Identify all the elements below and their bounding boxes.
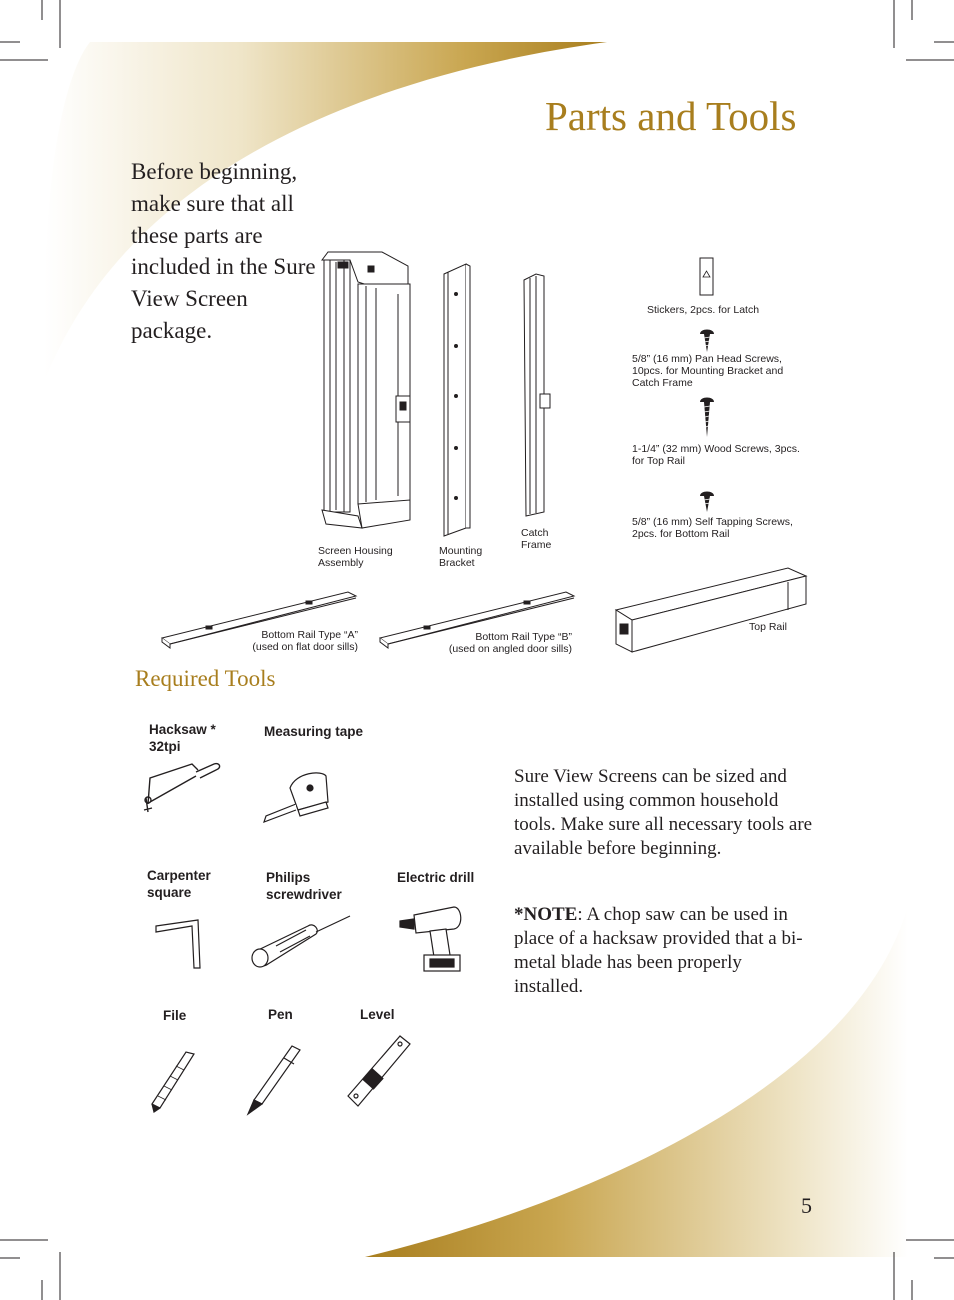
self-tapping-screw-icon <box>699 490 715 514</box>
required-tools-heading: Required Tools <box>135 666 276 691</box>
screwdriver-icon <box>246 912 356 972</box>
mounting-bracket-illustration <box>438 260 478 540</box>
label-pen: Pen <box>268 1007 293 1022</box>
label-stickers: Stickers, 2pcs. for Latch <box>647 304 760 316</box>
label-mounting-bracket: Mounting Bracket <box>439 545 483 569</box>
carpenter-square-icon <box>152 916 212 976</box>
top-rail-illustration <box>612 564 812 654</box>
label-pan-head-screws: 5/8” (16 mm) Pan Head Screws, 10pcs. for Mounting Bracket and Catch Frame <box>632 353 784 389</box>
note-label: *NOTE <box>514 904 578 925</box>
hacksaw-icon <box>138 758 228 818</box>
chop-saw-note <box>514 903 814 999</box>
note-body: : A chop saw can be used in place of a hacksaw provided that a bi-metal blade has been properly installed. <box>514 904 803 997</box>
label-bottom-rail-a: Bottom Rail Type “A” (used on flat door sills) <box>252 629 358 653</box>
label-catch-frame: Catch Frame <box>521 527 552 551</box>
catch-frame-illustration <box>518 272 558 522</box>
screen-housing-illustration <box>318 248 418 528</box>
label-hacksaw: Hacksaw * 32tpi <box>149 722 216 754</box>
label-screwdriver: Philips screwdriver <box>266 870 342 902</box>
page-title: Parts and Tools <box>545 93 797 139</box>
label-bottom-rail-b: Bottom Rail Type “B” (used on angled door sills) <box>448 631 572 655</box>
wood-screw-icon <box>699 396 715 438</box>
sticker-illustration <box>699 257 715 297</box>
label-self-tapping-screws: 5/8” (16 mm) Self Tapping Screws, 2pcs. for Bottom Rail <box>632 516 793 540</box>
label-top-rail: Top Rail <box>749 621 787 633</box>
label-measuring-tape: Measuring tape <box>264 724 364 739</box>
label-wood-screws: 1-1/4” (32 mm) Wood Screws, 3pcs. for Top Rail <box>632 443 800 467</box>
label-carpenter-square: Carpenter square <box>147 868 211 900</box>
pen-icon <box>240 1040 310 1120</box>
intro-text: Before beginning, make sure that all these parts are included in the Sure View Screen package. <box>131 159 316 343</box>
measuring-tape-icon <box>260 766 340 826</box>
label-electric-drill: Electric drill <box>397 870 475 885</box>
page-number: 5 <box>801 1193 812 1218</box>
electric-drill-icon <box>396 903 476 975</box>
label-screen-housing: Screen Housing Assembly <box>318 545 393 569</box>
tools-description: Sure View Screens can be sized and installed using common household tools. Make sure all necessary tools are available before beginning. <box>514 766 813 859</box>
pan-head-screw-icon <box>699 328 715 354</box>
label-level: Level <box>360 1007 395 1022</box>
label-file: File <box>163 1008 187 1023</box>
file-icon <box>146 1046 206 1116</box>
level-icon <box>342 1032 422 1112</box>
